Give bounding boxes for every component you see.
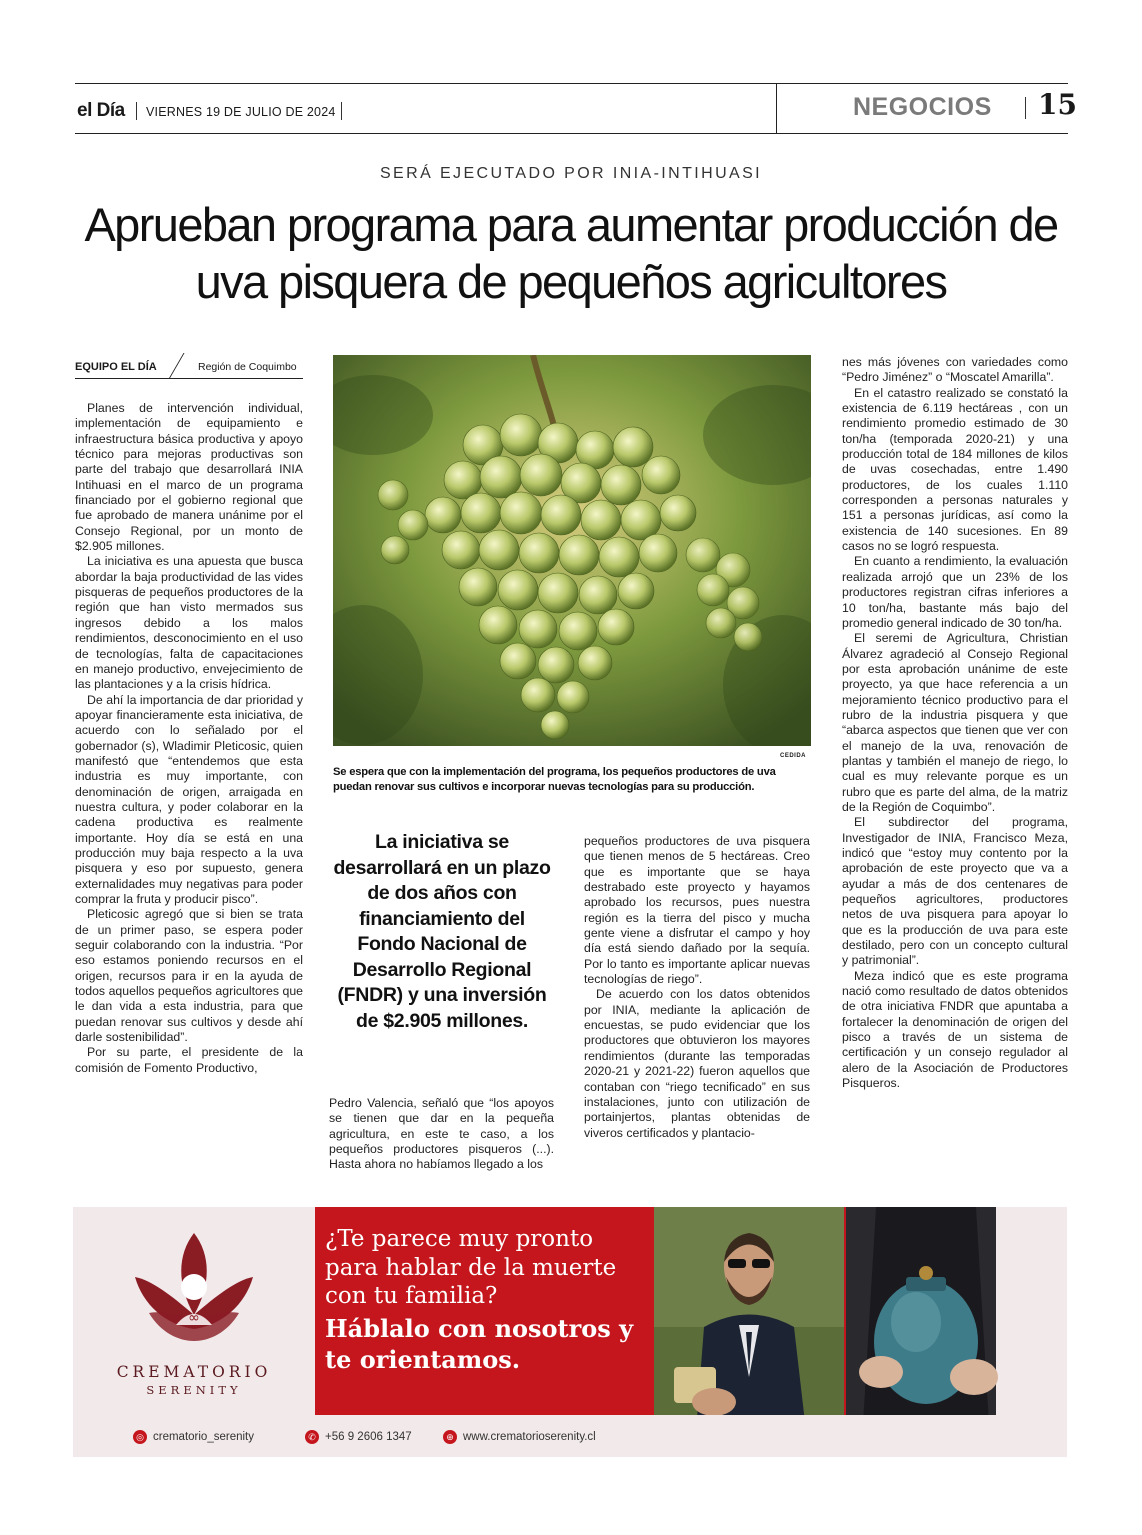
- grape-photo: [333, 355, 811, 746]
- ad-question-line: para hablar de la muerte: [325, 1254, 617, 1281]
- ad-phone[interactable]: [305, 1430, 412, 1444]
- photo-credit: CEDIDA: [780, 753, 807, 759]
- byline-slash: [168, 353, 184, 379]
- byline-team: EQUIPO EL DÍA: [75, 361, 157, 373]
- ad-cta-line: te orientamos.: [325, 1345, 521, 1374]
- header-top-rule: [75, 83, 1068, 84]
- paragraph: En cuanto a rendimiento, la evaluación realizada arrojó que un 23% de los productores registran cifras inferiores a 10 ton/ha, bastante más bajo del promedio general indicado de 30 ton/ha.: [842, 554, 1068, 630]
- paragraph: nes más jóvenes con variedades como “Pedro Jiménez” o “Moscatel Amarilla”.: [842, 355, 1068, 385]
- ad-website[interactable]: [443, 1430, 596, 1444]
- paragraph: Pleticosic agregó que si bien se trata de un primer paso, se espera poder seguir colaborando con la industria. “Por eso estamos poniendo recursos en el origen, recursos para ir en la ayuda de todos aquellos pequeños agricultores que le dan vida a esta industria, para que puedan renovar sus cultivos y desde ahí darle sostenibilidad”.: [75, 907, 303, 1045]
- paragraph: Meza indicó que es este programa nació como resultado de datos obtenidos de otra iniciativa FNDR que apuntaba a fortalecer la denominación de origen del pisco a través de un sistema de certificación y un consejo regulador al alero de la Asociación de Productores Pisqueros.: [842, 968, 1068, 1091]
- header-separator: [341, 102, 342, 120]
- byline-region: Región de Coquimbo: [198, 361, 297, 373]
- header-bottom-rule: [75, 133, 1068, 134]
- paragraph: La iniciativa es una apuesta que busca abordar la baja productividad de las vides pisqueras de pequeños productores de la región que han visto mermados sus ingresos debido a los malos rendimientos, desconocimiento en el uso de tecnologías, falta de capacitaciones en manejo productivo, envejecimiento de las plantaciones y a la crisis hídrica.: [75, 554, 303, 692]
- paragraph: Pedro Valencia, señaló que “los apoyos se tienen que dar en la pequeña agricultura, en este te caso, a los pequeños productores pisqueros (...). Hasta ahora no habíamos llegado a los: [329, 1096, 554, 1172]
- lotus-logo-icon: [131, 1225, 257, 1357]
- ad-cta-line: Háblalo con nosotros y: [325, 1314, 634, 1343]
- globe-icon: ⊕: [443, 1430, 457, 1444]
- ad-call-to-action: [325, 1313, 633, 1375]
- byline: [75, 356, 303, 379]
- issue-date: VIERNES 19 DE JULIO DE 2024: [146, 105, 336, 119]
- svg-text:∞: ∞: [188, 1310, 200, 1326]
- paragraph: De acuerdo con los datos obtenidos por INIA, mediante la aplicación de encuestas, se pudo evidenciar que los productores que obtuvieron los mayores rendimientos (durante las temporadas 2020-21 y 2021-22) fueron aquellos que contaban con “riego tecnificado” en sus instalaciones, junto con utilización de portainjertos, plantas obtenidas de viveros certificados y plantacio-: [584, 987, 810, 1140]
- article-column-4: [842, 355, 1068, 1092]
- ad-instagram-handle: crematorio_serenity: [153, 1431, 254, 1443]
- ad-brand-subname: SERENITY: [146, 1383, 242, 1397]
- page-number: 15: [1038, 88, 1077, 121]
- article-column-3: [584, 834, 810, 1141]
- paragraph: De ahí la importancia de dar prioridad y apoyar financieramente esta iniciativa, de acuerdo con lo señalado por el gobernador (s), Wladimir Pleticosic, quien manifestó que “entendemos que esta industria es muy importante, con denominación de origen, arraigada en nuestra cultura, y poder colaborar en la cadena productiva es realmente importante. Hoy día se está en una producción muy baja respecto a la uva pisquera y eso por supuesto, genera externalidades muy negativas para poder comprar la fruta y producir pisco”.: [75, 692, 303, 906]
- paragraph: El subdirector del programa, Investigador de INIA, Francisco Meza, indicó que “estoy muy contento por la aprobación de este proyecto que va a ayudar a más de dos centenares de pequeños agricultores, productores netos de uva pisquera para apoyar lo que es la producción de uva para este destilado, pero con un concepto cultural y patrimonial”.: [842, 815, 1068, 968]
- paragraph: Planes de intervención individual, implementación de equipamiento e infraestructura básica productiva y apoyo técnico para mejoras productivas son parte del trabajo que desarrollará INIA Intihuasi en el marco de un programa financiado por el gobierno regional que fue aprobado de manera unánime por el Consejo Regional, por un monto de $2.905 millones.: [75, 401, 303, 554]
- header-separator: [1025, 97, 1026, 119]
- paragraph: pequeños productores de uva pisquera que tienen menos de 5 hectáreas. Creo que es importante que se haya destrabado este proyecto y hayamos aprobado los recursos, pues nuestra región es la tierra del pisco y mucha gente viene a disfrutar el campo y hoy día está siendo dañado por la sequía. Por lo tanto es importante aplicar nuevas tecnologías de riego”.: [584, 834, 810, 987]
- photo-caption: Se espera que con la implementación del programa, los pequeños productores de uva puedan renovar sus cultivos e incorporar nuevas tecnologías para su producción.: [333, 766, 776, 793]
- phone-icon: ✆: [305, 1430, 319, 1444]
- paragraph: En el catastro realizado se constató la existencia de 6.119 hectáreas , con un rendimiento promedio estimado de 30 ton/ha (temporada 2020-21) y una producción total de 184 millones de kilos de uvas cosechadas, entre 1.490 productores, de los cuales 1.110 corresponden a personas naturales y 151 a personas jurídicas, así como la existencia de 140 sucesiones. En 89 casos no se logró respuesta.: [842, 385, 1068, 554]
- ad-website-url: www.crematorioserenity.cl: [463, 1431, 596, 1443]
- paragraph: Por su parte, el presidente de la comisión de Fomento Productivo,: [75, 1045, 303, 1075]
- paragraph: El seremi de Agricultura, Christian Álvarez agradeció al Consejo Regional por esta aprobación unánime de este proyecto, ya que hace referencia a un mejoramiento técnico productivo para el rubro de la industria pisquera y que “abarca aspectos que tienen que ver con el manejo de la uva, renovación de plantas y también el manejo de riego, lo cual es muy relevante porque es un rubro que es parte del alma, de la matriz de la Región de Coquimbo”.: [842, 631, 1068, 814]
- article-column-1: [75, 401, 303, 1076]
- ad-instagram[interactable]: [133, 1430, 254, 1444]
- ad-question-line: ¿Te parece muy pronto: [325, 1226, 594, 1252]
- instagram-icon: ◎: [133, 1430, 147, 1444]
- article-column-2: [329, 1096, 554, 1173]
- article-headline: Aprueban programa para aumentar producción de uva pisquera de pequeños agricultores: [84, 198, 1058, 308]
- header-separator: [136, 102, 137, 120]
- newspaper-brand: el Día: [77, 100, 125, 121]
- section-name: NEGOCIOS: [853, 93, 992, 121]
- ad-question: [325, 1225, 616, 1311]
- header-divider: [776, 83, 777, 134]
- ad-brand-name: CREMATORIO: [116, 1363, 272, 1381]
- ad-question-line: con tu familia?: [325, 1283, 498, 1309]
- crematorio-advertisement[interactable]: [73, 1207, 1067, 1457]
- pull-quote: La iniciativa se desarrollará en un plazo de dos años con financiamiento del Fondo Nacional de Desarrollo Regional (FNDR) y una inversión de $2.905 millones.: [333, 831, 551, 1032]
- ad-phone-number: +56 9 2606 1347: [325, 1431, 412, 1443]
- article-kicker: SERÁ EJECUTADO POR INIA-INTIHUASI: [379, 165, 763, 182]
